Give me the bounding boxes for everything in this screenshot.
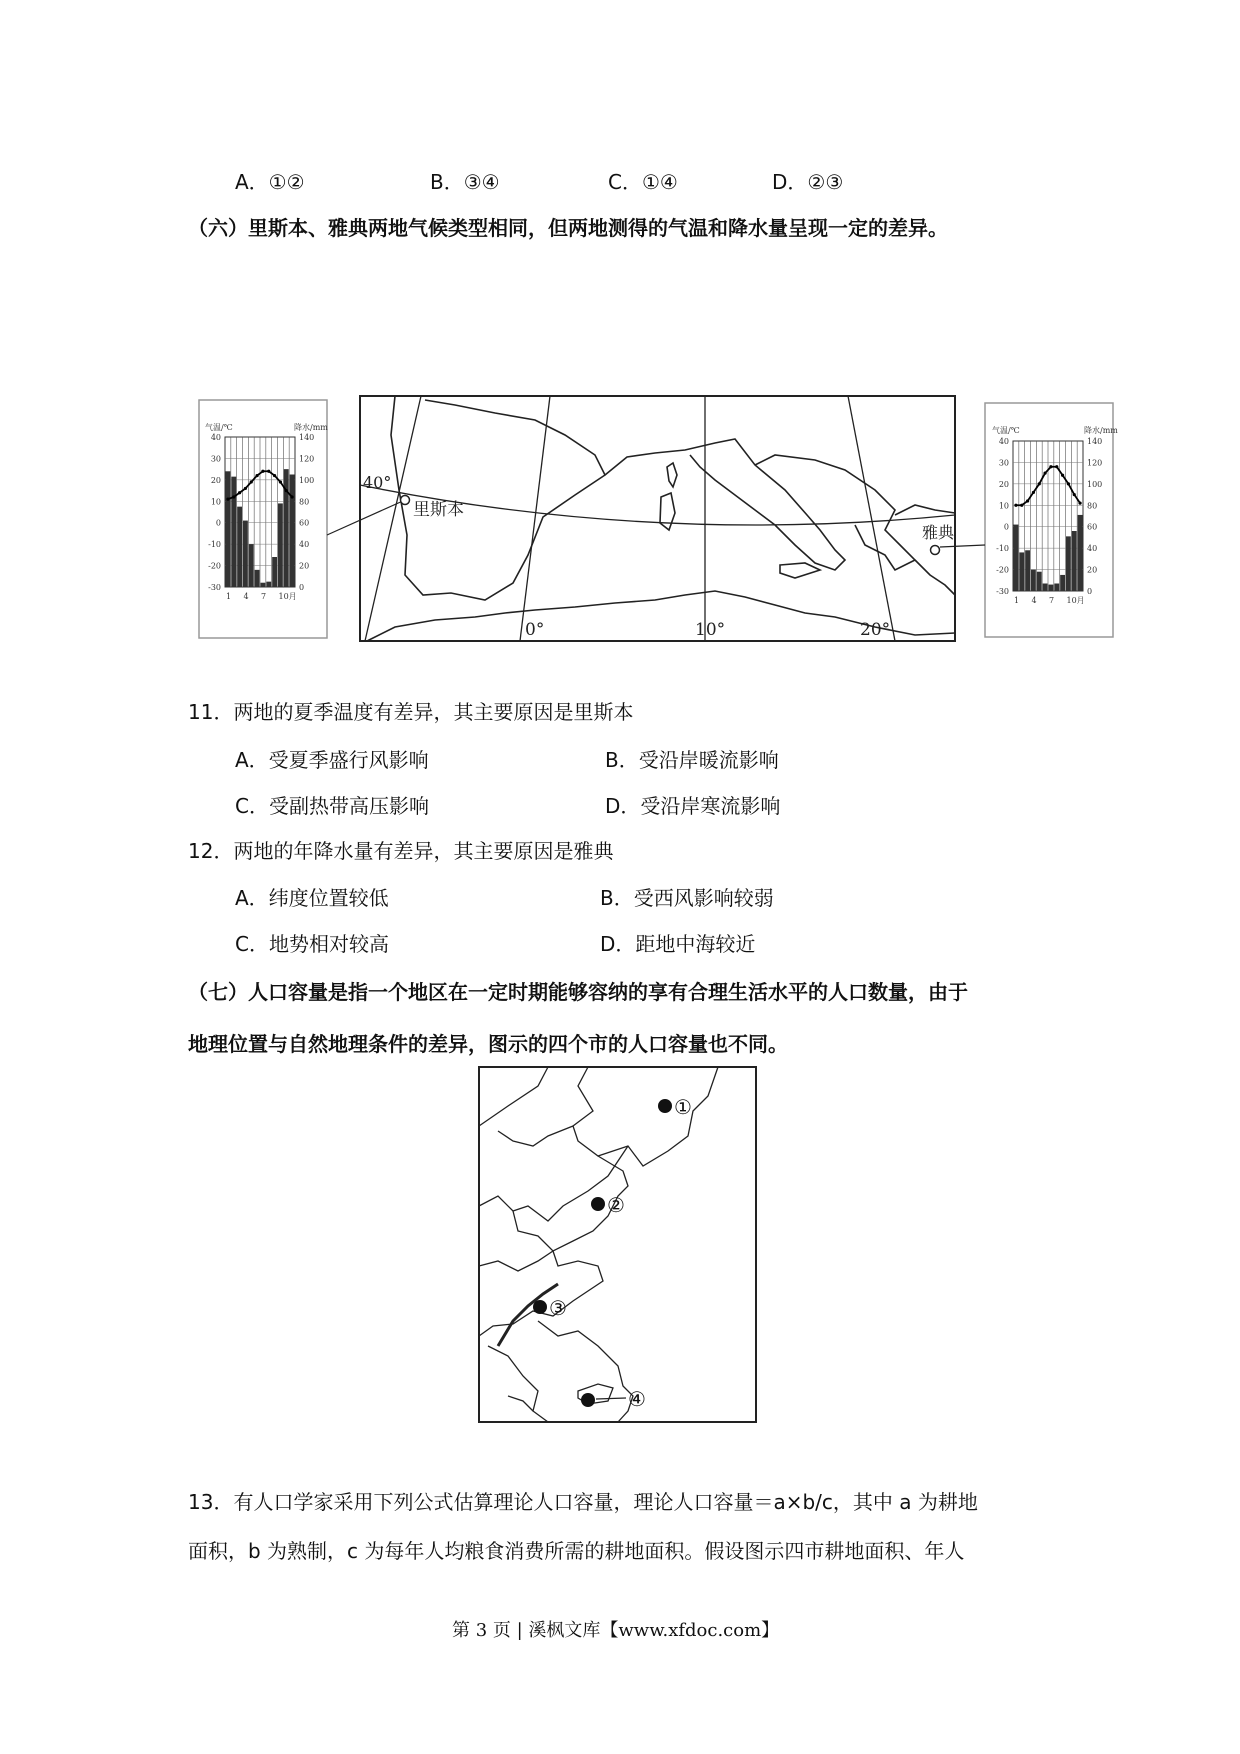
city-3-label: ③ [549, 1296, 567, 1320]
lisbon-precip-axis-label: 降水/mm [294, 423, 328, 432]
q10-option-d: D．②③ [772, 170, 844, 194]
q12-stem: 12．两地的年降水量有差异，其主要原因是雅典 [188, 839, 614, 863]
latitude-40-label: 40° [363, 473, 392, 492]
athens-label: 雅典 [922, 523, 955, 542]
athens-precip-tick: 20 [1087, 565, 1098, 575]
lisbon-point [401, 496, 410, 505]
athens-temp-point [1043, 472, 1046, 475]
athens-point [931, 546, 940, 555]
athens-precip-bar [1037, 572, 1042, 591]
athens-precip-bar [1025, 550, 1030, 591]
athens-temp-axis-label: 气温/℃ [992, 426, 1020, 435]
lisbon-temp-point [250, 480, 253, 483]
lisbon-precip-bar [261, 583, 266, 587]
athens-precip-bar [1060, 575, 1065, 591]
lisbon-precip-bar [243, 521, 248, 587]
athens-precip-tick: 120 [1087, 458, 1103, 468]
lisbon-precip-bar [255, 570, 260, 587]
lisbon-precip-bar [272, 557, 277, 587]
athens-precip-bar [1031, 570, 1036, 591]
q10-option-b: B．③④ [430, 170, 500, 194]
athens-month-tick: 1 [1014, 596, 1020, 605]
city-3-marker [533, 1300, 547, 1314]
athens-precip-axis-label: 降水/mm [1084, 426, 1118, 435]
q11-option-d: D．受沿岸寒流影响 [605, 794, 781, 818]
lisbon-precip-bar [231, 477, 236, 587]
athens-temp-point [1020, 504, 1023, 507]
athens-precip-tick: 80 [1087, 501, 1098, 511]
athens-precip-tick: 40 [1087, 544, 1098, 554]
lisbon-month-tick: 1 [226, 592, 232, 601]
lisbon-temp-tick: -30 [208, 583, 221, 592]
lisbon-month-tick: 7 [261, 592, 267, 601]
athens-temp-point [1073, 493, 1076, 496]
lisbon-temp-point [255, 474, 258, 477]
lisbon-precip-tick: 120 [299, 454, 315, 464]
athens-temp-tick: -20 [996, 565, 1009, 575]
q10-option-c: C．①④ [608, 170, 678, 194]
q11-stem: 11．两地的夏季温度有差异，其主要原因是里斯本 [188, 700, 634, 724]
lon-10-label: 10° [695, 620, 726, 640]
lisbon-precip-tick: 100 [299, 475, 315, 485]
athens-precip-bar [1043, 584, 1048, 592]
lisbon-temp-point [273, 474, 276, 477]
athens-temp-point [1049, 465, 1052, 468]
lisbon-temp-point [244, 487, 247, 490]
lisbon-temp-point [279, 480, 282, 483]
athens-precip-tick: 100 [1087, 479, 1103, 489]
athens-temp-point [1032, 491, 1035, 494]
athens-precip-bar [1014, 525, 1019, 591]
lisbon-precip-bar [266, 582, 271, 587]
lisbon-precip-tick: 0 [299, 583, 305, 592]
athens-temp-point [1038, 482, 1041, 485]
athens-temp-point [1061, 474, 1064, 477]
lisbon-temp-axis-label: 气温/℃ [205, 423, 233, 432]
lisbon-precip-tick: 60 [299, 518, 310, 528]
athens-temp-point [1026, 499, 1029, 502]
q12-option-d: D．距地中海较近 [600, 932, 756, 956]
city-2-marker [591, 1197, 605, 1211]
athens-precip-bar [1019, 552, 1024, 591]
lon-0-label: 0° [525, 620, 545, 640]
athens-precip-tick: 0 [1087, 587, 1093, 596]
climate-map-figure [195, 395, 1135, 645]
lisbon-label: 里斯本 [413, 500, 464, 520]
lisbon-precip-tick: 40 [299, 540, 310, 550]
city-1-marker [658, 1099, 672, 1113]
athens-temp-point [1055, 465, 1058, 468]
lisbon-precip-bar [249, 544, 254, 587]
lisbon-precip-tick: 20 [299, 561, 310, 571]
lisbon-precip-bar [290, 475, 295, 588]
athens-temp-tick: -10 [996, 544, 1009, 554]
athens-precip-bar [1066, 536, 1071, 591]
lisbon-month-tick: 4 [243, 592, 249, 601]
athens-temp-point [1067, 482, 1070, 485]
lisbon-temp-point [290, 495, 293, 498]
athens-precip-tick: 140 [1087, 437, 1103, 446]
lisbon-temp-point [232, 495, 235, 498]
athens-temp-tick: 0 [1003, 522, 1009, 532]
lisbon-precip-bar [226, 471, 231, 587]
athens-temp-tick: -30 [996, 587, 1009, 596]
section-6-intro: （六）里斯本、雅典两地气候类型相同，但两地测得的气温和降水量呈现一定的差异。 [188, 216, 948, 240]
lisbon-precip-bar [237, 507, 242, 587]
lisbon-temp-tick: 20 [210, 475, 221, 485]
athens-month-tick: 10月 [1066, 596, 1085, 605]
q13-line1: 13．有人口学家采用下列公式估算理论人口容量，理论人口容量＝a×b/c，其中 a 为耕地 [188, 1490, 978, 1514]
page-footer: 第 3 页 | 溪枫文库【www.xfdoc.com】 [452, 1620, 780, 1641]
q12-option-a: A．纬度位置较低 [235, 886, 389, 910]
athens-temp-tick: 10 [998, 501, 1009, 511]
lisbon-temp-tick: 0 [215, 518, 221, 528]
q12-option-b: B．受西风影响较弱 [600, 886, 774, 910]
athens-month-tick: 4 [1031, 596, 1037, 605]
athens-precip-bar [1078, 515, 1083, 591]
section-7-line2: 地理位置与自然地理条件的差异，图示的四个市的人口容量也不同。 [188, 1032, 788, 1056]
four-cities-map [478, 1066, 758, 1424]
athens-temp-tick: 30 [998, 458, 1009, 468]
figure-lisbon-athens [195, 395, 1135, 645]
athens-precip-tick: 60 [1087, 522, 1098, 532]
q11-option-c: C．受副热带高压影响 [235, 794, 429, 818]
q13-line2: 面积，b 为熟制，c 为每年人均粮食消费所需的耕地面积。假设图示四市耕地面积、年人 [188, 1539, 965, 1563]
city-1-label: ① [674, 1095, 692, 1119]
lisbon-precip-tick: 80 [299, 497, 310, 507]
lisbon-temp-tick: 40 [210, 433, 221, 442]
city-2-label: ② [607, 1193, 625, 1217]
lisbon-precip-tick: 140 [299, 433, 315, 442]
athens-precip-bar [1054, 584, 1059, 592]
figure-four-cities [478, 1066, 758, 1424]
lisbon-temp-point [267, 470, 270, 473]
lisbon-precip-bar [278, 503, 283, 587]
lisbon-temp-tick: -20 [208, 561, 221, 571]
athens-month-tick: 7 [1049, 596, 1055, 605]
q11-option-a: A．受夏季盛行风影响 [235, 748, 429, 772]
lon-20-label: 20° [860, 620, 891, 640]
athens-temp-tick: 40 [998, 437, 1009, 446]
q11-option-b: B．受沿岸暖流影响 [605, 748, 779, 772]
lisbon-temp-tick: 30 [210, 454, 221, 464]
athens-temp-tick: 20 [998, 479, 1009, 489]
city-4-label: ④ [628, 1387, 646, 1411]
lisbon-month-tick: 10月 [278, 592, 297, 601]
q12-option-c: C．地势相对较高 [235, 932, 389, 956]
section-7-line1: （七）人口容量是指一个地区在一定时期能够容纳的享有合理生活水平的人口数量，由于 [188, 980, 968, 1004]
lisbon-temp-point [261, 470, 264, 473]
athens-temp-point [1078, 502, 1081, 505]
city-4-marker [581, 1393, 595, 1407]
lisbon-temp-tick: -10 [208, 540, 221, 550]
lisbon-temp-point [226, 498, 229, 501]
lisbon-temp-point [238, 491, 241, 494]
q10-option-a: A．①② [235, 170, 305, 194]
athens-temp-point [1014, 504, 1017, 507]
athens-precip-bar [1049, 585, 1054, 591]
lisbon-temp-point [285, 489, 288, 492]
lisbon-temp-tick: 10 [210, 497, 221, 507]
athens-precip-bar [1072, 531, 1077, 591]
